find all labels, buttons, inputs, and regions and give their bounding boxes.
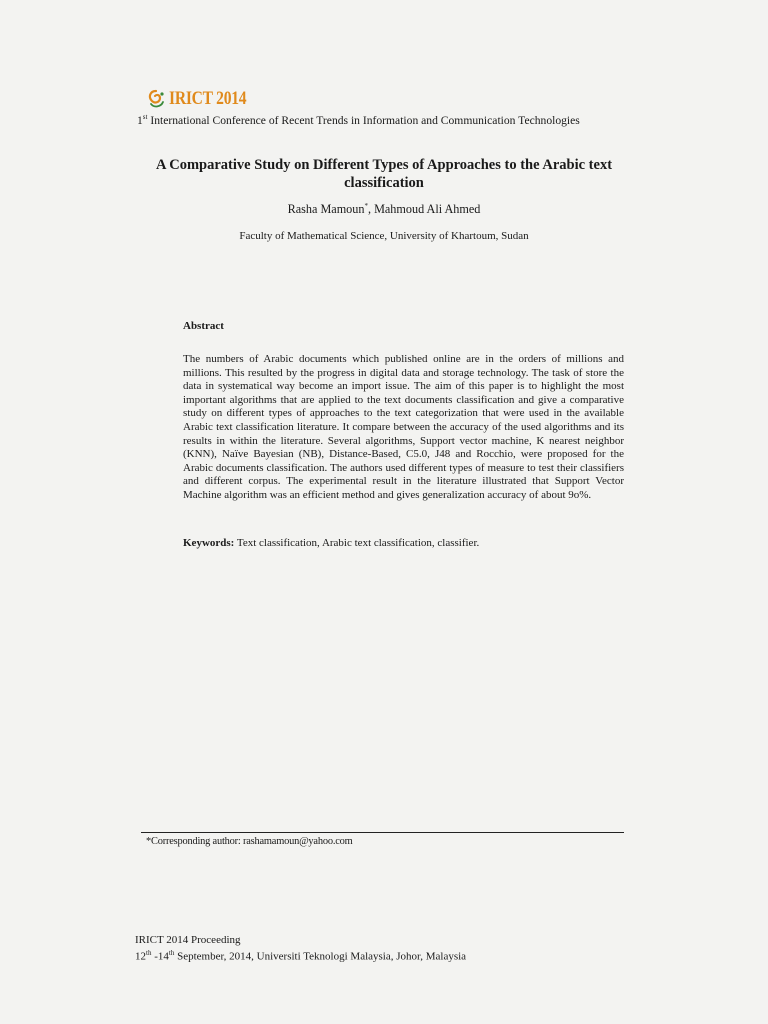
conference-ordinal: 1 — [137, 113, 143, 127]
keywords-label: Keywords: — [183, 537, 235, 549]
swirl-logo-icon — [145, 88, 167, 110]
conference-name — [137, 113, 580, 127]
date-start-suffix: th — [146, 949, 152, 957]
corresponding-mark: * — [364, 202, 368, 210]
abstract-heading: Abstract — [183, 320, 224, 332]
paper-title: A Comparative Study on Different Types of Approaches to the Arabic text classification — [155, 157, 613, 191]
author-list — [130, 202, 638, 217]
conference-ordinal-suffix: st — [142, 113, 148, 121]
proceeding-label: IRICT 2014 Proceeding — [135, 934, 241, 946]
footnote-divider — [141, 832, 624, 833]
affiliation: Faculty of Mathematical Science, University of Khartoum, Sudan — [239, 230, 529, 242]
date-end: -14 — [151, 950, 169, 963]
date-venue: September, 2014, Universiti Teknologi Malaysia, Johor, Malaysia — [174, 950, 467, 963]
abstract-body: The numbers of Arabic documents which published online are in the orders of millions and millions. This resulted by the progress in digital data and storage technology. The task of store the data in systematical way become an import issue. The aim of this paper is to highlight the most important algorithms that are applied to the text documents classification and give a comparative study on different types of approaches to the text categorization that were used in the available Arabic text classification literature. It compare between the accuracy of the used algorithms and its results in within the literature. Several algorithms, Support vector machine, K nearest neighbor (KNN), Naïve Bayesian (NB), Distance-Based, C5.0, J48 and Rocchio, were proposed for the Arabic documents classification. The authors used different types of measure to test their classifiers and different corpus. The experimental result in the literature illustrated that Support Vector Machine algorithm was an efficient method and gives generalization accuracy of about 9o%. — [183, 353, 624, 501]
conference-dates — [135, 949, 466, 963]
conference-name-text: International Conference of Recent Trends in Information and Communication Technologies — [147, 113, 580, 127]
author-name: Rasha Mamoun — [287, 202, 365, 217]
date-start: 12 — [135, 950, 146, 963]
keywords — [183, 537, 479, 549]
corresponding-author-footnote: *Corresponding author: rashamamoun@yahoo.com — [146, 836, 353, 847]
author-name: , Mahmoud Ali Ahmed — [367, 202, 481, 217]
conference-logo — [145, 88, 263, 110]
keywords-text: Text classification, Arabic text classification, classifier. — [234, 537, 480, 549]
date-end-suffix: th — [168, 949, 175, 957]
logo-text: IRICT 2014 — [169, 88, 247, 109]
